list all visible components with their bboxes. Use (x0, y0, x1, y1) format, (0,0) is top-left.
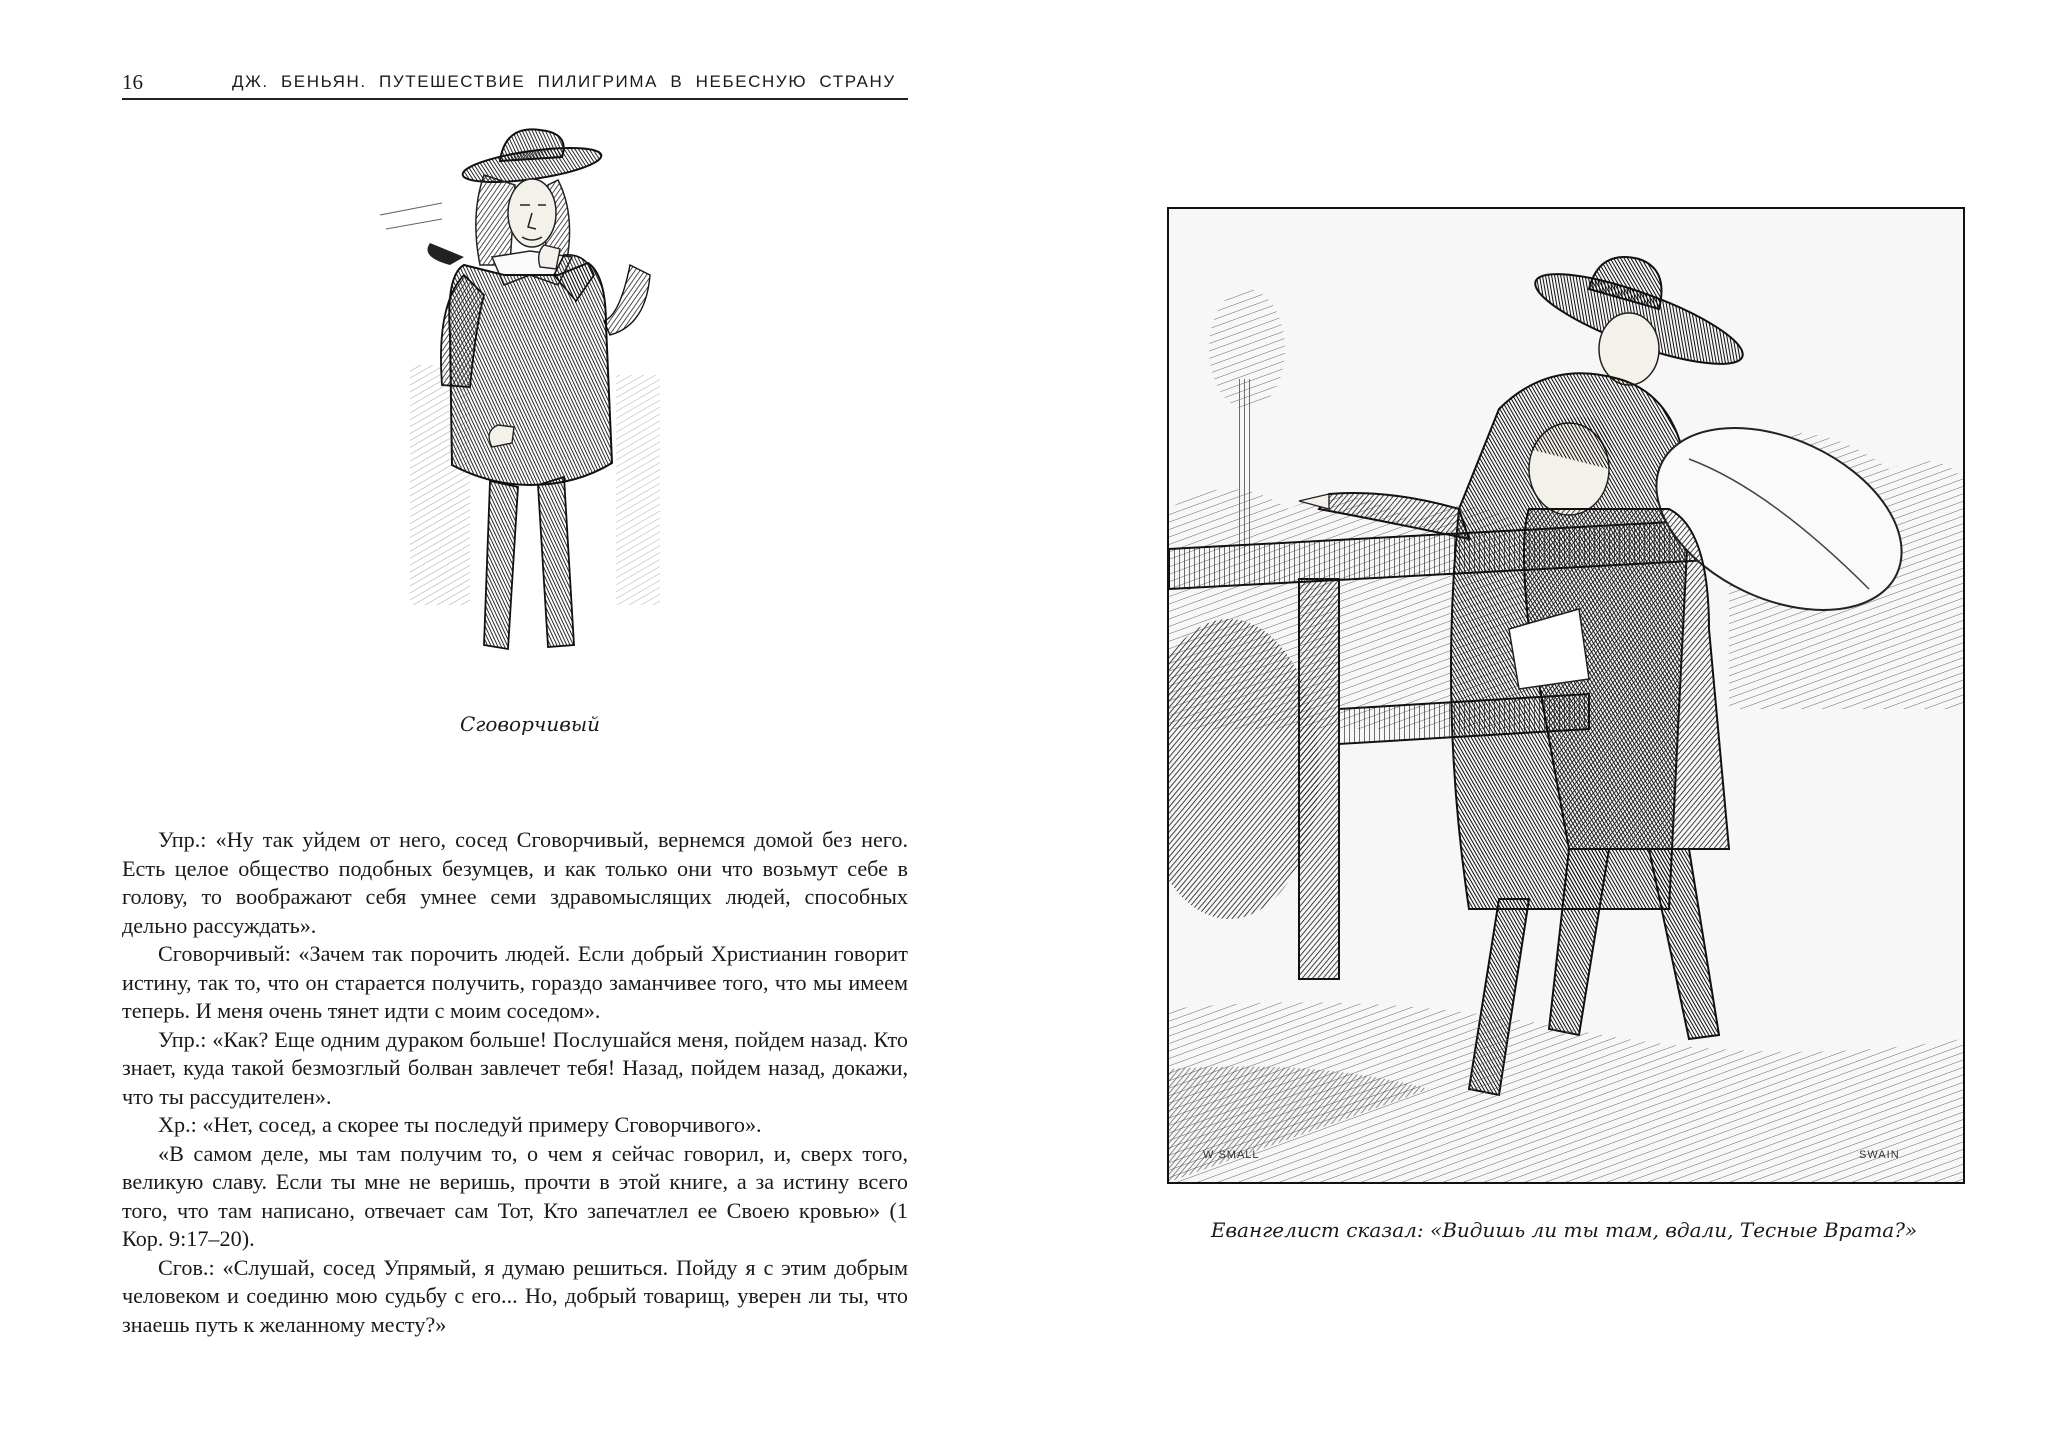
portrait-engraving (380, 125, 680, 685)
paragraph: Хр.: «Нет, сосед, а скорее ты последуй примеру Сговорчивого». (158, 1112, 762, 1137)
illustration-frame (1167, 207, 1965, 1184)
paragraph: Сгов.: «Слушай, сосед Упрямый, я думаю решиться. Пойду я с этим добрым человеком и соединю мою судьбу с его... Но, добрый товарищ, уверен ли ты, что знаешь путь к желанному месту?» (122, 1254, 908, 1337)
paragraph: Упр.: «Как? Еще одним дураком больше! Послушайся меня, пойдем назад. Кто знает, куда такой безмозглый болван завлечет тебя! Назад, пойдем назад, докажи, что ты рассудителен». (122, 1026, 908, 1109)
header-title: ДЖ. БЕНЬЯН. ПУТЕШЕСТВИЕ ПИЛИГРИМА В НЕБЕСНУЮ СТРАНУ (232, 72, 896, 91)
engraver-signature: SWAIN (1859, 1149, 1900, 1161)
paragraph: «В самом деле, мы там получим то, о чем я сейчас говорил, и, сверх того, великую славу. Если ты мне не веришь, прочти в этой книге, а за истину всего того, что там написано, отвечает сам Тот, Кто запечатлел ее Своею кровью» (1 Кор. 9:17–20). (122, 1140, 908, 1251)
page-number: 16 (122, 70, 143, 94)
evangelist-engraving (1169, 209, 1963, 1182)
portrait-caption: Сговорчивый (459, 712, 601, 736)
illustration-caption: Евангелист сказал: «Видишь ли ты там, вдали, Тесные Врата?» (1210, 1218, 1918, 1242)
artist-signature: W SMALL (1203, 1149, 1260, 1161)
body-text (122, 826, 908, 1339)
paragraph: Сговорчивый: «Зачем так порочить людей. Если добрый Христианин говорит истину, так то, что он старается получить, гораздо заманчивее того, что мы имеем теперь. И меня очень тянет идти с моим соседом». (122, 941, 908, 1023)
paragraph: Упр.: «Ну так уйдем от него, сосед Сговорчивый, вернемся домой без него. Есть целое общество подобных безумцев, и как только они что возьмут себе в голову, то воображают себя умнее семи здравомыслящих людей, способных дельно рассуждать». (122, 827, 908, 938)
right-page (1024, 0, 2048, 1446)
running-head (122, 70, 908, 100)
